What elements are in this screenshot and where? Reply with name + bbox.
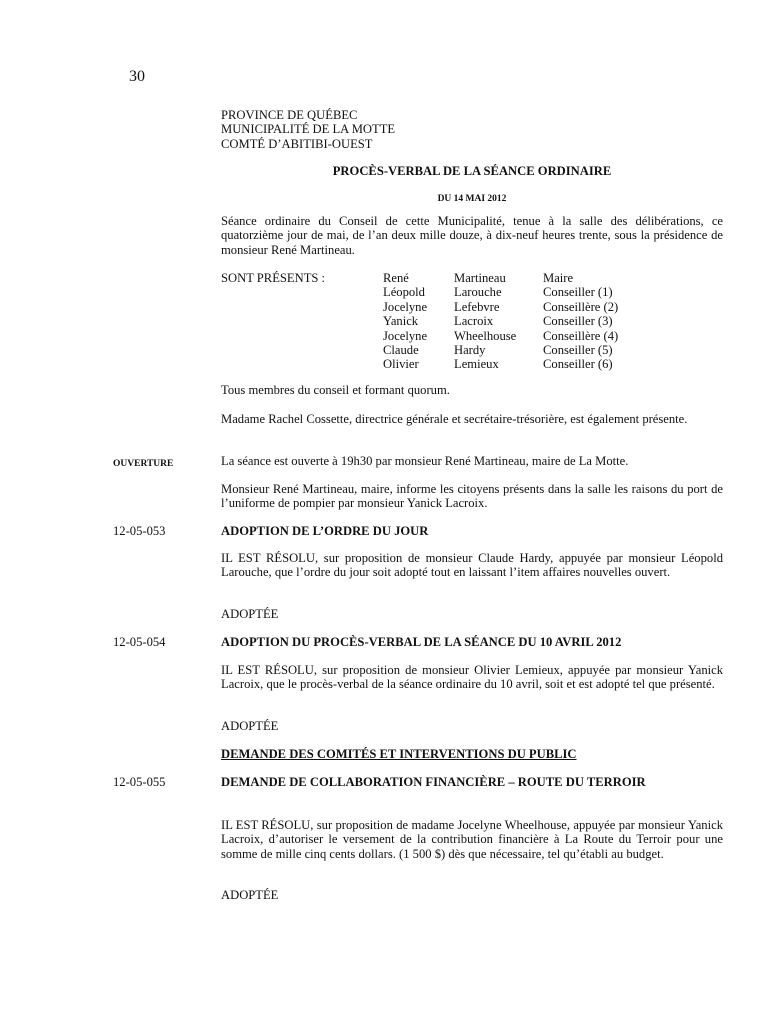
presents-row <box>383 357 638 371</box>
quorum-statement: Tous membres du conseil et formant quorum. <box>221 383 450 397</box>
member-first-name: Yanick <box>383 314 419 329</box>
member-last-name: Larouche <box>454 285 502 300</box>
document-header <box>221 108 395 151</box>
member-last-name: Martineau <box>454 271 506 285</box>
resolution-title: DEMANDE DE COLLABORATION FINANCIÈRE – ROUTE DU TERROIR <box>221 775 646 789</box>
presents-label: SONT PRÉSENTS : <box>221 271 326 285</box>
also-present-statement: Madame Rachel Cossette, directrice générale et secrétaire-trésorière, est également présente. <box>221 412 688 426</box>
presents-row <box>383 285 638 299</box>
resolution-title: ADOPTION DU PROCÈS-VERBAL DE LA SÉANCE DU 10 AVRIL 2012 <box>221 635 622 649</box>
opening-text: La séance est ouverte à 19h30 par monsieur René Martineau, maire de La Motte. <box>221 454 629 468</box>
presents-row <box>383 300 638 314</box>
member-role: Conseiller (6) <box>543 357 613 372</box>
header-municipality: MUNICIPALITÉ DE LA MOTTE <box>221 122 396 137</box>
member-role: Conseiller (3) <box>543 314 613 329</box>
member-last-name: Lacroix <box>454 314 494 329</box>
meeting-date: DU 14 MAI 2012 <box>437 194 507 204</box>
intro-paragraph: Séance ordinaire du Conseil de cette Municipalité, tenue à la salle des délibérations, ce quatorzième jour de mai, de l’an deux mille douze, à dix-neuf heures trente, sous la présidence de monsieur René Martineau. <box>221 214 723 257</box>
resolution-text: IL EST RÉSOLU, sur proposition de monsieur Claude Hardy, appuyée par monsieur Léopold Larouche, que l’ordre du jour soit adopté tout en laissant l’item affaires nouvelles ouvert. <box>221 551 723 580</box>
member-role: Maire <box>543 271 574 285</box>
resolution-code: 12-05-055 <box>113 775 166 789</box>
presents-row <box>383 343 638 357</box>
resolution-code: 12-05-054 <box>113 635 166 649</box>
member-last-name: Lemieux <box>454 357 499 372</box>
resolution-status: ADOPTÉE <box>221 719 279 733</box>
resolution-text: IL EST RÉSOLU, sur proposition de monsieur Olivier Lemieux, appuyée par monsieur Yanick Lacroix, que le procès-verbal de la séance ordinaire du 10 avril, soit et est adopté tel que présenté. <box>221 663 723 692</box>
member-first-name: Claude <box>383 343 419 358</box>
resolution-status: ADOPTÉE <box>221 888 279 902</box>
resolution-title: ADOPTION DE L’ORDRE DU JOUR <box>221 524 429 538</box>
member-last-name: Lefebvre <box>454 299 500 314</box>
presents-row <box>383 271 638 285</box>
resolution-text: IL EST RÉSOLU, sur proposition de madame Jocelyne Wheelhouse, appuyée par monsieur Yanick Lacroix, d’autoriser le versement de la contribution financière à La Route du Terroir pour une somme de mille cinq cents dollars. (1 500 $) dès que nécessaire, tel qu’établi au budget. <box>221 818 723 861</box>
presents-row <box>383 314 638 328</box>
section-heading: DEMANDE DES COMITÉS ET INTERVENTIONS DU PUBLIC <box>221 747 577 761</box>
header-county: COMTÉ D’ABITIBI-OUEST <box>221 136 373 151</box>
presents-table <box>383 271 638 372</box>
member-first-name: Jocelyne <box>383 299 428 314</box>
page-number: 30 <box>129 68 145 85</box>
header-province: PROVINCE DE QUÉBEC <box>221 108 358 122</box>
member-last-name: Hardy <box>454 343 486 358</box>
resolution-code: 12-05-053 <box>113 524 166 538</box>
opening-label: OUVERTURE <box>113 459 174 469</box>
member-role: Conseillère (4) <box>543 328 619 343</box>
presents-row <box>383 329 638 343</box>
member-first-name: René <box>383 271 409 285</box>
resolution-status: ADOPTÉE <box>221 607 279 621</box>
member-first-name: Olivier <box>383 357 419 372</box>
member-last-name: Wheelhouse <box>454 328 517 343</box>
member-first-name: Jocelyne <box>383 328 428 343</box>
member-role: Conseiller (5) <box>543 343 613 358</box>
opening-note: Monsieur René Martineau, maire, informe les citoyens présents dans la salle les raisons du port de l’uniforme de pompier par monsieur Yanick Lacroix. <box>221 482 723 511</box>
member-role: Conseillère (2) <box>543 299 619 314</box>
document-title: PROCÈS-VERBAL DE LA SÉANCE ORDINAIRE <box>332 164 612 178</box>
member-first-name: Léopold <box>383 285 425 300</box>
member-role: Conseiller (1) <box>543 285 613 300</box>
